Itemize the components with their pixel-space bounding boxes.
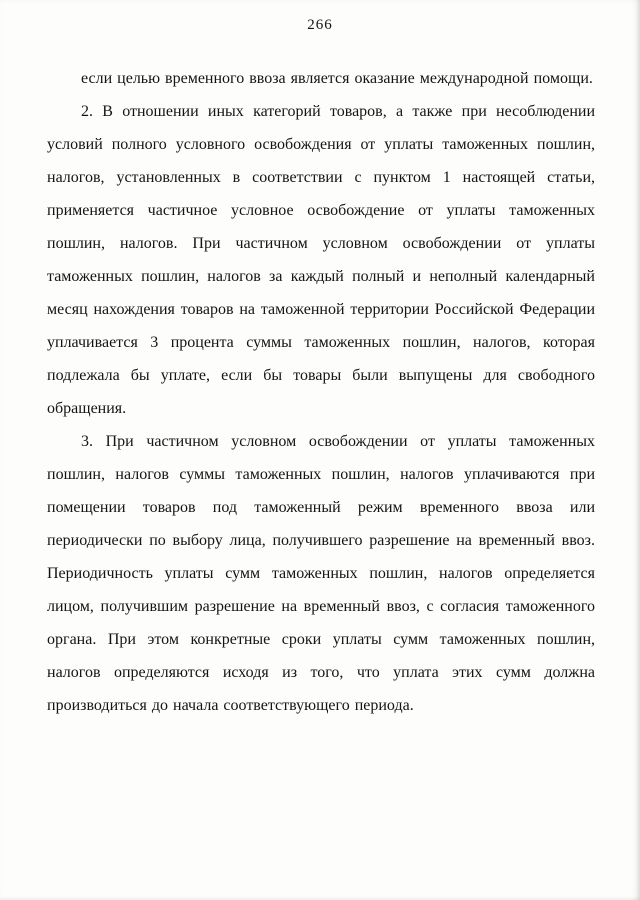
document-body: [47, 62, 595, 722]
paragraph-item-2: 2. В отношении иных категорий товаров, а также при несоблюдении условий полного условного освобождения от уплаты таможенных пошлин, налогов, установленных в соответствии с пунктом 1 настоящей статьи, применяется частичное условное освобождение от уплаты таможенных пошлин, налогов. При частичном условном освобождении от уплаты таможенных пошлин, налогов за каждый полный и неполный календарный месяц нахождения товаров на таможенной территории Российской Федерации уплачивается 3 процента суммы таможенных пошлин, налогов, которая подлежала бы уплате, если бы товары были выпущены для свободного обращения.: [47, 103, 595, 417]
paragraph-item-3: 3. При частичном условном освобождении от уплаты таможенных пошлин, налогов суммы таможенных пошлин, налогов уплачиваются при помещении товаров под таможенный режим временного ввоза или периодически по выбору лица, получившего разрешение на временный ввоз. Периодичность уплаты сумм таможенных пошлин, налогов определяется лицом, получившим разрешение на временный ввоз, с согласия таможенного органа. При этом конкретные сроки уплаты сумм таможенных пошлин, налогов определяются исходя из того, что уплата этих сумм должна производиться до начала соответствующего периода.: [47, 433, 595, 714]
paragraph-continuation: если целью временного ввоза является оказание международной помощи.: [81, 70, 593, 87]
page-number: 266: [307, 17, 333, 33]
